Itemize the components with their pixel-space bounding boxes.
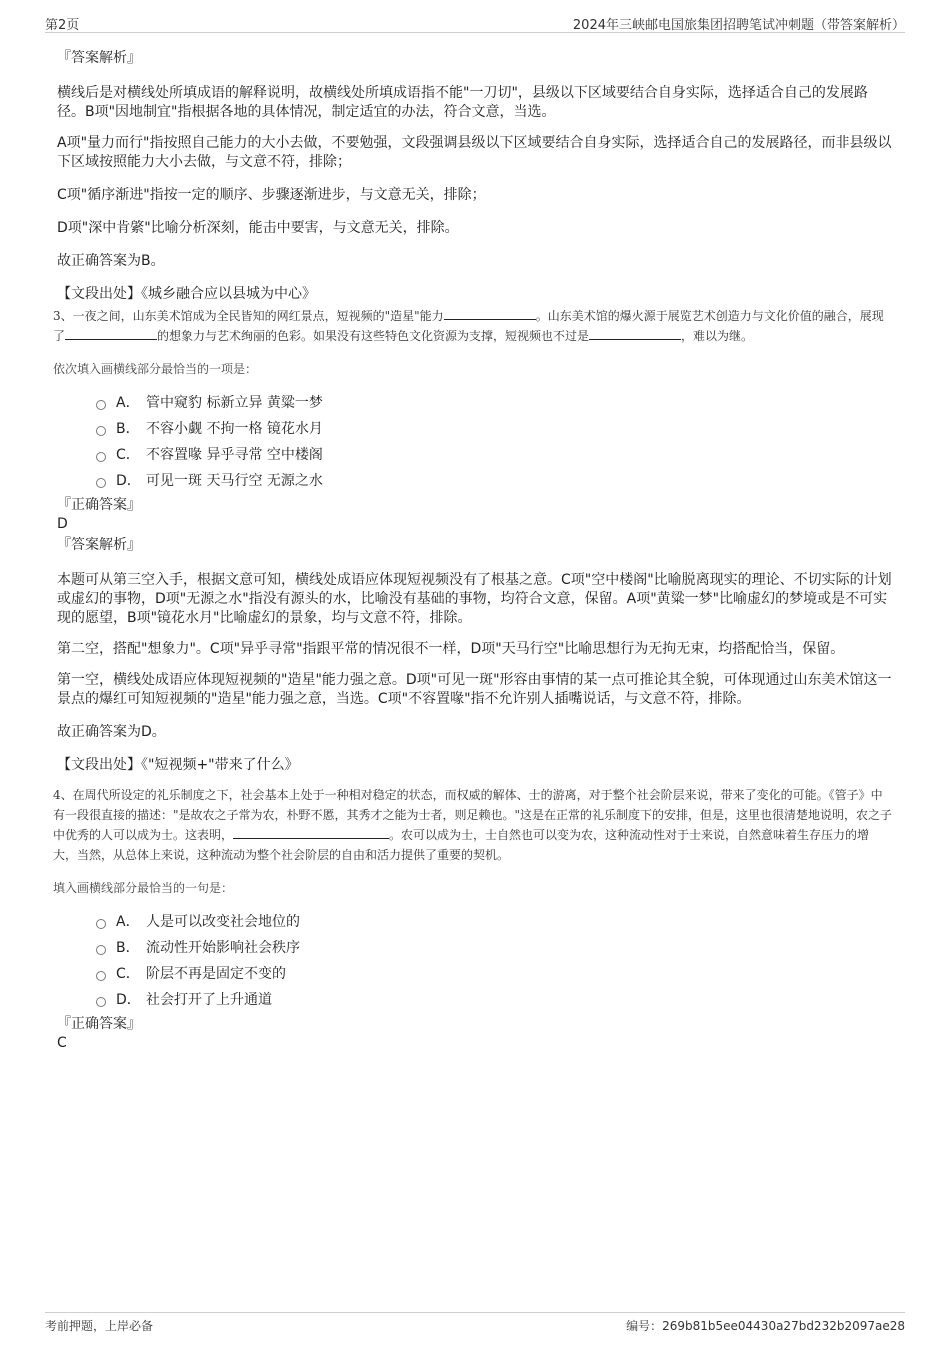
q4-option-a[interactable]: A． 人是可以改变社会地位的 [96, 908, 893, 934]
q3-option-b[interactable]: B． 不容小觑 不拘一格 镜花水月 [96, 415, 893, 441]
radio-icon[interactable] [96, 945, 106, 955]
radio-icon[interactable] [96, 919, 106, 929]
radio-icon[interactable] [96, 426, 106, 436]
q3-option-d[interactable]: D． 可见一斑 天马行空 无源之水 [96, 467, 893, 493]
q3-analysis-para-1: 本题可从第三空入手，根据文意可知，横线处成语应体现短视频没有了根基之意。C项"空中楼阁"比喻脱离现实的理论、不切实际的计划或虚幻的事物，D项"无源之水"指没有源头的水，比喻没有基础的事物，均符合文意，保留。A项"黄粱一梦"比喻虚幻的梦境或是不可实现的愿望，B项"镜花水月"比喻虚幻的景象，均与文意不符，排除。 [57, 572, 892, 626]
q3-blank-3 [589, 328, 681, 340]
document-title: 2024年三峡邮电国旅集团招聘笔试冲刺题（带答案解析） [572, 18, 905, 33]
page-footer [45, 1312, 905, 1335]
radio-icon[interactable] [96, 400, 106, 410]
q2-source: 【文段出处】《城乡融合应以县城为中心》 [57, 286, 316, 302]
q3-source: 【文段出处】《"短视频+"带来了什么》 [57, 757, 299, 773]
q3-blank-1 [444, 308, 536, 320]
q3-options [96, 389, 893, 493]
q4-answer-label: 『正确答案』 [57, 1016, 141, 1032]
radio-icon[interactable] [96, 452, 106, 462]
q3-analysis-para-3: 第一空，横线处成语应体现短视频的"造星"能力强之意。D项"可见一斑"形容由事情的某一点可推论其全貌，可体现通过山东美术馆这一景点的爆红可知短视频的"造星"能力强之意，当选。C项"不容置喙"指不允许别人插嘴说话，与文意不符，排除。 [57, 672, 892, 707]
document-code: 编号：269b81b5ee04430a27bd232b2097ae28 [626, 1319, 905, 1333]
q3-analysis-para-2: 第二空，搭配"想象力"。C项"异乎寻常"指跟平常的情况很不一样，D项"天马行空"比喻思想行为无拘无束，均搭配恰当，保留。 [57, 641, 845, 657]
q4-question: 4、在周代所设定的礼乐制度之下，社会基本上处于一种相对稳定的状态，而权威的解体、士的游离，对于整个社会阶层来说，带来了变化的可能。《管子》中有一段很直接的描述："是故农之子常为农，朴野不慝，其秀才之能为士者，则足赖也。"这是在正常的礼乐制度下的安排，但是，这里也很清楚地说明，农之子中优秀的人可以成为士。这表明， 。农可以成为士，士自然也可以变为农，这种流动性对于士来说，自然意味着生存压力的增大，当然，从总体上来说，这种流动为整个社会阶层的自由和活力提供了重要的契机。 [53, 788, 893, 862]
q3-answer-label: 『正确答案』 [57, 497, 141, 513]
q2-analysis-para-1: 横线后是对横线处所填成语的解释说明，故横线处所填成语指不能"一刀切"，县级以下区域要结合自身实际，选择适合自己的发展路径。B项"因地制宜"指根据各地的具体情况，制定适宜的办法，符合文意，当选。 [57, 85, 868, 120]
q4-options [96, 908, 893, 1012]
q2-analysis-label: 『答案解析』 [57, 50, 141, 66]
q2-analysis-para-2: A项"量力而行"指按照自己能力的大小去做，不要勉强，文段强调县级以下区域要结合自身实际，选择适合自己的发展路径，而非县级以下区域按照能力大小去做，与文意不符，排除； [57, 135, 892, 170]
page-header [45, 12, 905, 33]
q3-answer-summary: 故正确答案为D。 [57, 724, 166, 740]
q4-option-b[interactable]: B． 流动性开始影响社会秩序 [96, 934, 893, 960]
radio-icon[interactable] [96, 971, 106, 981]
q4-answer: C [57, 1035, 67, 1051]
page-number: 第2页 [45, 18, 80, 33]
q3-answer: D [57, 516, 68, 532]
q2-answer-summary: 故正确答案为B。 [57, 253, 165, 269]
q4-option-c[interactable]: C． 阶层不再是固定不变的 [96, 960, 893, 986]
q2-analysis-para-3: C项"循序渐进"指按一定的顺序、步骤逐渐进步，与文意无关，排除； [57, 187, 486, 203]
radio-icon[interactable] [96, 478, 106, 488]
q4-blank [233, 827, 389, 839]
q3-analysis-label: 『答案解析』 [57, 537, 141, 553]
radio-icon[interactable] [96, 997, 106, 1007]
q4-option-d[interactable]: D． 社会打开了上升通道 [96, 986, 893, 1012]
footer-slogan: 考前押题，上岸必备 [45, 1319, 154, 1333]
document-body [53, 44, 893, 1052]
q2-analysis-para-4: D项"深中肯綮"比喻分析深刻，能击中要害，与文意无关，排除。 [57, 220, 459, 236]
q3-option-c[interactable]: C． 不容置喙 异乎寻常 空中楼阁 [96, 441, 893, 467]
q3-option-a[interactable]: A． 管中窥豹 标新立异 黄粱一梦 [96, 389, 893, 415]
q3-question: 3、一夜之间，山东美术馆成为全民皆知的网红景点，短视频的"造星"能力 。山东美术馆的爆火源于展览艺术创造力与文化价值的融合，展现了 的想象力与艺术绚丽的色彩。如果没有这些特色文化资源为支撑，短视频也不过是 ，难以为继。 [53, 309, 884, 343]
q3-prompt: 依次填入画横线部分最恰当的一项是： [53, 362, 258, 376]
q4-prompt: 填入画横线部分最恰当的一句是： [53, 881, 234, 895]
q3-blank-2 [65, 328, 157, 340]
